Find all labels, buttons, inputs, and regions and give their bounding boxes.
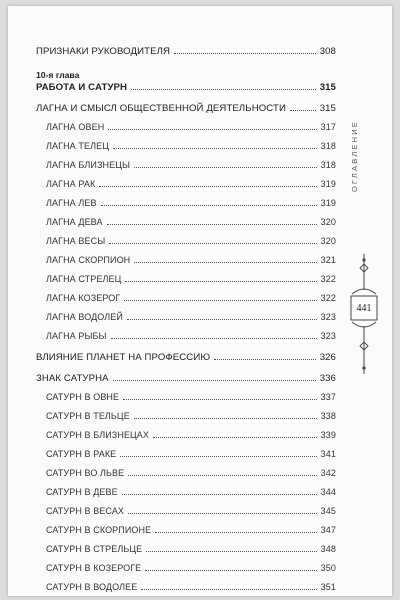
- toc-entry: [46, 312, 336, 322]
- toc-entry-label: ЛАГНА СКОРПИОН: [46, 255, 131, 265]
- toc-entry-page: 339: [320, 430, 336, 440]
- toc-entry-label: ЛАГНА СТРЕЛЕЦ: [46, 274, 122, 284]
- toc-entry-label: ЛАГНА ОВЕН: [46, 122, 105, 132]
- toc-entry-page: 348: [320, 544, 336, 554]
- toc-entry: [46, 255, 336, 265]
- toc-leader-dots: [290, 109, 316, 111]
- toc-entry-label: САТУРН В СТРЕЛЬЦЕ: [46, 544, 143, 554]
- toc-entry: [36, 373, 336, 384]
- toc-leader-dots: [108, 128, 316, 130]
- toc-entry-label: ЛАГНА РЫБЫ: [46, 331, 107, 341]
- toc-leader-dots: [174, 52, 316, 54]
- toc-entry-label: ЛАГНА ТЕЛЕЦ: [46, 141, 109, 151]
- toc-leader-dots: [131, 88, 316, 90]
- toc-entry-label: САТУРН В ДЕВЕ: [46, 487, 118, 497]
- page-number: 441: [356, 303, 372, 314]
- toc-leader-dots: [107, 223, 317, 225]
- toc-leader-dots: [153, 436, 317, 438]
- toc-entry-label: ЛАГНА ВОДОЛЕЙ: [46, 312, 123, 322]
- page-number-ornament: [348, 254, 380, 374]
- toc-entry-label: ПРИЗНАКИ РУКОВОДИТЕЛЯ: [36, 46, 170, 57]
- toc-entry-page: 351: [320, 582, 336, 592]
- toc-leader-dots: [128, 512, 317, 514]
- toc-entry-page: 337: [320, 392, 336, 402]
- toc-entry-label: ЛАГНА КОЗЕРОГ: [46, 293, 121, 303]
- toc-entry-page: 338: [320, 411, 336, 421]
- toc-entry: [46, 198, 336, 208]
- toc-leader-dots: [101, 204, 317, 206]
- toc-leader-dots: [113, 379, 316, 381]
- toc-entry: [46, 236, 336, 246]
- toc-entry-label: ЛАГНА РАК: [46, 179, 96, 189]
- toc-entry-label: САТУРН В ТЕЛЬЦЕ: [46, 411, 130, 421]
- toc-entry-page: 345: [320, 506, 336, 516]
- toc-leader-dots: [214, 358, 316, 360]
- toc-entry-page: 318: [320, 141, 336, 151]
- toc-entry-label: ЛАГНА ЛЕВ: [46, 198, 97, 208]
- toc-entry: [36, 46, 336, 57]
- toc-entry: [46, 392, 336, 402]
- toc-entry: [46, 449, 336, 459]
- toc-leader-dots: [134, 166, 317, 168]
- toc-entry: [46, 293, 336, 303]
- toc-leader-dots: [125, 280, 316, 282]
- toc-entry-label: САТУРН ВО ЛЬВЕ: [46, 468, 125, 478]
- toc-leader-dots: [99, 185, 316, 187]
- toc-leader-dots: [123, 398, 317, 400]
- toc-entry-page: 319: [320, 179, 336, 189]
- toc-entry-page: 315: [319, 103, 336, 114]
- toc-entry-label: ЛАГНА И СМЫСЛ ОБЩЕСТВЕННОЙ ДЕЯТЕЛЬНОСТИ: [36, 103, 286, 114]
- toc-entry: [46, 411, 336, 421]
- toc-entry: [46, 468, 336, 478]
- toc-entry-label: САТУРН В ВЕСАХ: [46, 506, 125, 516]
- toc-entry-page: 342: [320, 468, 336, 478]
- toc-entry-page: 344: [320, 487, 336, 497]
- toc-entry-page: 322: [320, 293, 336, 303]
- toc-entry: [36, 352, 336, 363]
- toc-entry-label: САТУРН В ОВНЕ: [46, 392, 120, 402]
- toc-entry-page: 308: [319, 46, 336, 57]
- toc-leader-dots: [145, 569, 316, 571]
- toc-entry: [46, 582, 336, 592]
- toc-entry: [46, 179, 336, 189]
- toc-entry: [46, 563, 336, 573]
- toc-entry: [36, 103, 336, 114]
- toc-entry-page: 317: [320, 122, 336, 132]
- toc-entry-label: САТУРН В СКОРПИОНЕ: [46, 525, 152, 535]
- toc-entry-label: ВЛИЯНИЕ ПЛАНЕТ НА ПРОФЕССИЮ: [36, 352, 211, 363]
- toc-leader-dots: [120, 455, 316, 457]
- toc-entry-page: 321: [320, 255, 336, 265]
- toc-entry: [46, 122, 336, 132]
- toc-entry-page: 341: [320, 449, 336, 459]
- toc-entry-label: РАБОТА И САТУРН: [36, 82, 128, 93]
- toc-entry-page: 336: [319, 373, 336, 384]
- toc-entry-page: 318: [320, 160, 336, 170]
- toc-entry: [46, 331, 336, 341]
- toc-entry: [46, 160, 336, 170]
- running-head-vertical: ОГЛАВЛЕНИЕ: [350, 119, 359, 192]
- toc-entry-label: САТУРН В РАКЕ: [46, 449, 117, 459]
- toc-entry: [46, 544, 336, 554]
- toc-entry-page: 320: [320, 236, 336, 246]
- chapter-heading: 10-я глава: [36, 70, 80, 80]
- toc-entry: [46, 487, 336, 497]
- toc-entry: [46, 141, 336, 151]
- toc-leader-dots: [109, 242, 316, 244]
- toc-entry-page: 319: [320, 198, 336, 208]
- toc-entry-page: 323: [320, 331, 336, 341]
- toc-entry: [46, 430, 336, 440]
- toc-entry-page: 315: [319, 82, 336, 93]
- toc-entry-label: ЛАГНА ДЕВА: [46, 217, 103, 227]
- toc-leader-dots: [134, 261, 316, 263]
- toc-leader-dots: [134, 417, 317, 419]
- toc-entry-page: 326: [319, 352, 336, 363]
- toc-entry-label: ЛАГНА ВЕСЫ: [46, 236, 106, 246]
- toc-leader-dots: [155, 531, 316, 533]
- toc-entry: [36, 82, 336, 93]
- toc-entry-label: САТУРН В ВОДОЛЕЕ: [46, 582, 138, 592]
- toc-entry-label: САТУРН В БЛИЗНЕЦАХ: [46, 430, 150, 440]
- toc-leader-dots: [122, 493, 317, 495]
- toc-entry-label: ЗНАК САТУРНА: [36, 373, 109, 384]
- toc-leader-dots: [111, 337, 317, 339]
- toc-entry: [46, 274, 336, 284]
- toc-entry: [46, 506, 336, 516]
- toc-leader-dots: [146, 550, 316, 552]
- toc-leader-dots: [141, 588, 316, 590]
- toc-leader-dots: [127, 318, 317, 320]
- toc-leader-dots: [124, 299, 316, 301]
- toc-entry-label: ЛАГНА БЛИЗНЕЦЫ: [46, 160, 131, 170]
- toc-entry: [46, 525, 336, 535]
- toc-entry-page: 350: [320, 563, 336, 573]
- toc-entry-page: 322: [320, 274, 336, 284]
- toc-entry-page: 320: [320, 217, 336, 227]
- toc-entry: [46, 217, 336, 227]
- toc-leader-dots: [128, 474, 316, 476]
- book-page: [8, 6, 392, 596]
- toc-entry-page: 323: [320, 312, 336, 322]
- toc-leader-dots: [113, 147, 317, 149]
- toc-entry-label: САТУРН В КОЗЕРОГЕ: [46, 563, 142, 573]
- toc-entry-page: 347: [320, 525, 336, 535]
